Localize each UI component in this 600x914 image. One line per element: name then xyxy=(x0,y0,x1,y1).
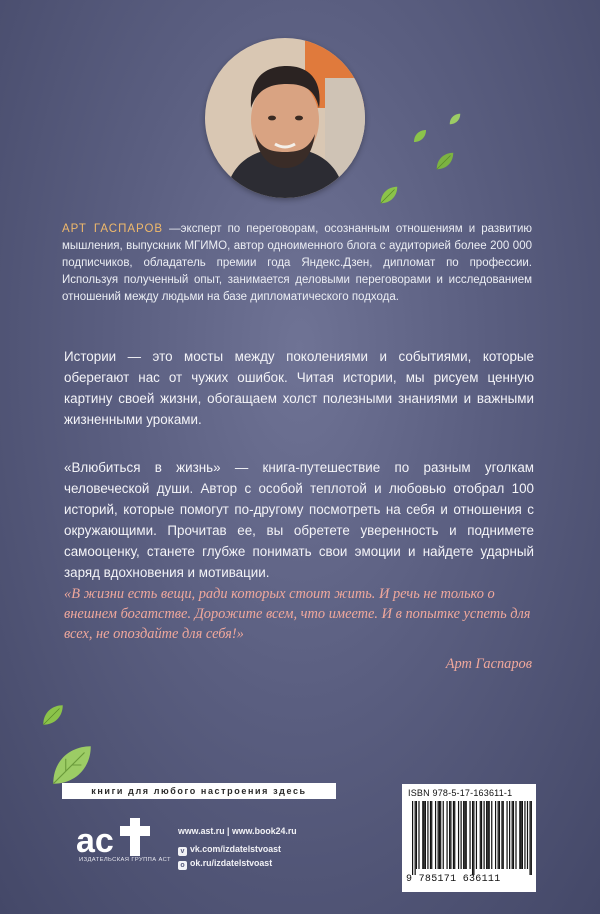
tagline-banner: книги для любого настроения здесь xyxy=(62,783,336,799)
publisher-label: ИЗДАТЕЛЬСКАЯ ГРУППА АСТ xyxy=(79,857,171,863)
quote-author: Арт Гаспаров xyxy=(445,656,532,672)
vk-icon: v xyxy=(178,847,187,856)
ok-link[interactable]: o ok.ru/izdatelstvoast xyxy=(178,858,272,870)
author-quote: «В жизни есть вещи, ради которых стоит жить. И речь не только о внешнем богатстве. Дорожите всем, что имеете. И в попытке успеть для всех, не опоздайте для себя!» xyxy=(64,586,531,642)
author-photo xyxy=(205,38,365,198)
vk-link[interactable]: v vk.com/izdatelstvoast xyxy=(178,844,281,856)
description-paragraph: «Влюбиться в жизнь» — книга-путешествие по разным уголкам человеческой души. Автор с особой теплотой и любовью отобрал 100 историй, которые помогут по-другому посмотреть на себя и отношения с окружающими. Прочитав ее, вы обретете уверенность и поднимете самооценку, станете глубже понимать свои эмоции и найдете ударный заряд вдохновения и мотивации. xyxy=(64,460,534,580)
barcode-digits: 9 785171 636111 xyxy=(406,874,501,885)
description-paragraph: Истории — это мосты между поколениями и событиями, которые оберегают нас от чужих ошибок. Читая истории, мы рисуем ценную картину своей жизни, обогащаем холст полезными знаниями и важными жизненными уроками. xyxy=(64,349,534,427)
isbn-label: ISBN 978-5-17-163611-1 xyxy=(408,788,513,798)
isbn-barcode-box xyxy=(402,784,536,892)
barcode-icon xyxy=(412,801,532,875)
website-links[interactable]: www.ast.ru | www.book24.ru xyxy=(178,826,297,836)
ast-logo-icon xyxy=(70,812,160,872)
leaf-icon xyxy=(38,702,68,728)
author-bio-text: —эксперт по переговорам, осознанным отношениям и развитию мышления, выпускник МГИМО, автор одноименного блога с аудиторией более 200 000 подписчиков, обладатель премии года Яндекс.Дзен, дипломат по профессии. Используя полученный опыт, занимается деловыми переговорами и исследованием отношений между людьми на базе дипломатического подхода. xyxy=(62,223,532,303)
leaf-icon xyxy=(434,150,456,172)
ok-icon: o xyxy=(178,861,187,870)
leaf-icon xyxy=(448,112,462,126)
author-bio xyxy=(62,221,532,306)
logo-text: ac xyxy=(76,822,114,860)
leaf-icon xyxy=(378,184,400,206)
leaf-icon xyxy=(412,128,428,144)
author-name: АРТ ГАСПАРОВ xyxy=(62,223,164,235)
